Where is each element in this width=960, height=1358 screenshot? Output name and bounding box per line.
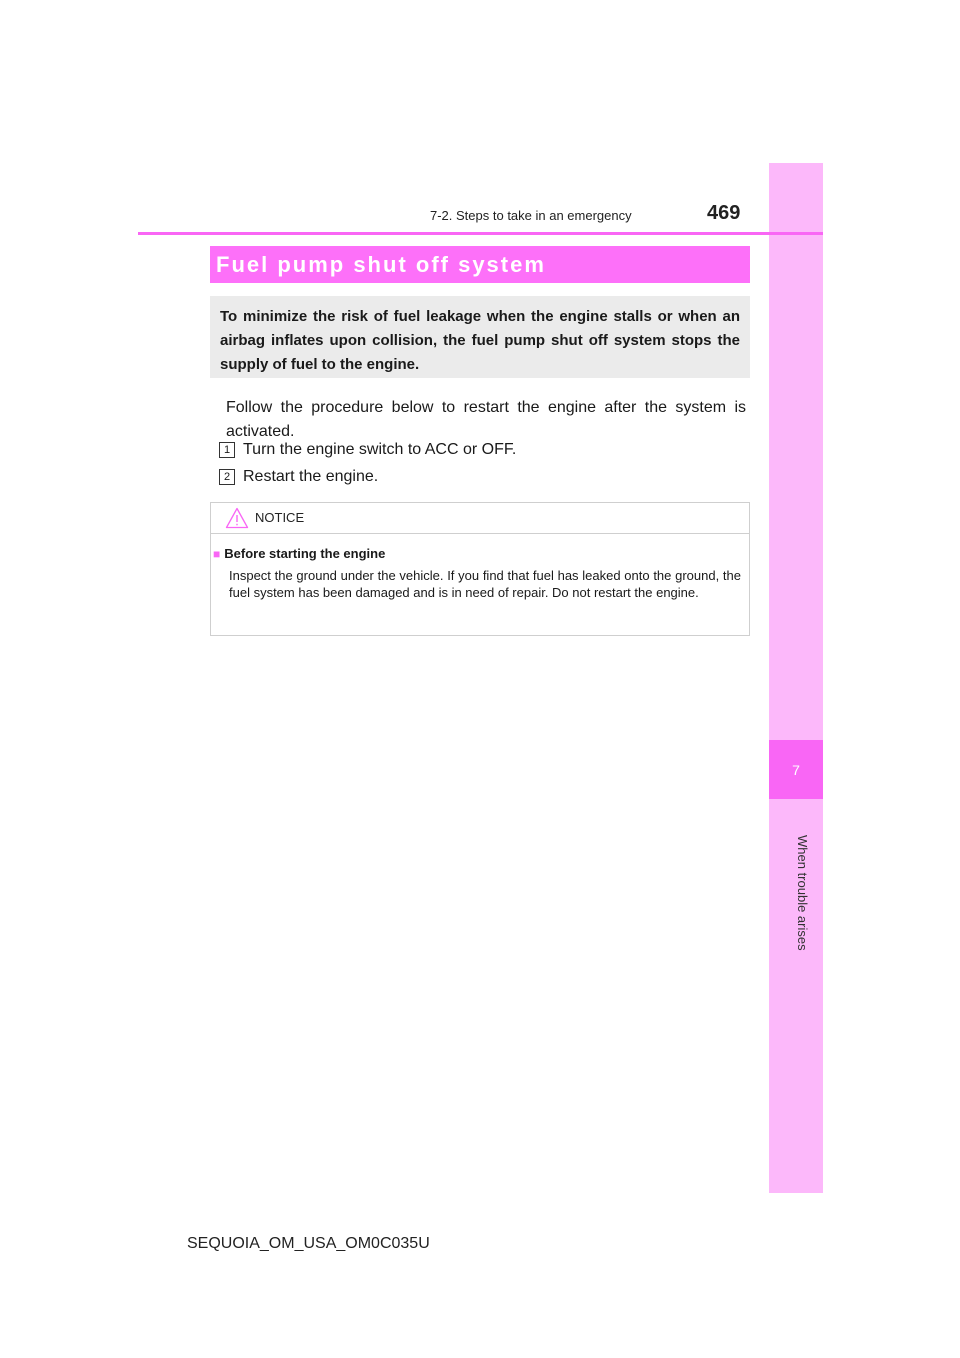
notice-subheading-text: Before starting the engine bbox=[224, 546, 386, 561]
step-number-box: 1 bbox=[219, 442, 235, 458]
intro-box: To minimize the risk of fuel leakage when the engine stalls or when an airbag inflates upon collision, the fuel pump shut off system stops the supply of fuel to the engine. bbox=[210, 296, 750, 378]
notice-header bbox=[211, 503, 749, 534]
step-number-box: 2 bbox=[219, 469, 235, 485]
notice-label: NOTICE bbox=[255, 510, 305, 525]
square-bullet-icon: ■ bbox=[213, 547, 221, 561]
step-text: Restart the engine. bbox=[243, 468, 379, 485]
step-item bbox=[219, 440, 516, 460]
page-number: 469 bbox=[707, 202, 741, 224]
notice-box bbox=[210, 502, 750, 636]
chapter-number-tab: 7 bbox=[769, 740, 823, 799]
notice-subheading bbox=[213, 546, 385, 561]
page-title: Fuel pump shut off system bbox=[210, 246, 750, 283]
header-rule bbox=[138, 232, 823, 235]
notice-text: Inspect the ground under the vehicle. If you find that fuel has leaked onto the ground, the fuel system has been damaged and is in need of repair. Do not restart the engine. bbox=[229, 568, 741, 600]
step-text: Turn the engine switch to ACC or OFF. bbox=[243, 441, 517, 458]
step-item bbox=[219, 467, 378, 487]
side-tab bbox=[769, 163, 823, 1193]
footer-code: SEQUOIA_OM_USA_OM0C035U bbox=[187, 1235, 430, 1252]
chapter-title: When trouble arises bbox=[795, 835, 810, 951]
warning-triangle-icon bbox=[225, 507, 249, 529]
section-heading: 7-2. Steps to take in an emergency bbox=[430, 208, 632, 223]
body-paragraph: Follow the procedure below to restart the engine after the system is activated. bbox=[226, 399, 746, 440]
